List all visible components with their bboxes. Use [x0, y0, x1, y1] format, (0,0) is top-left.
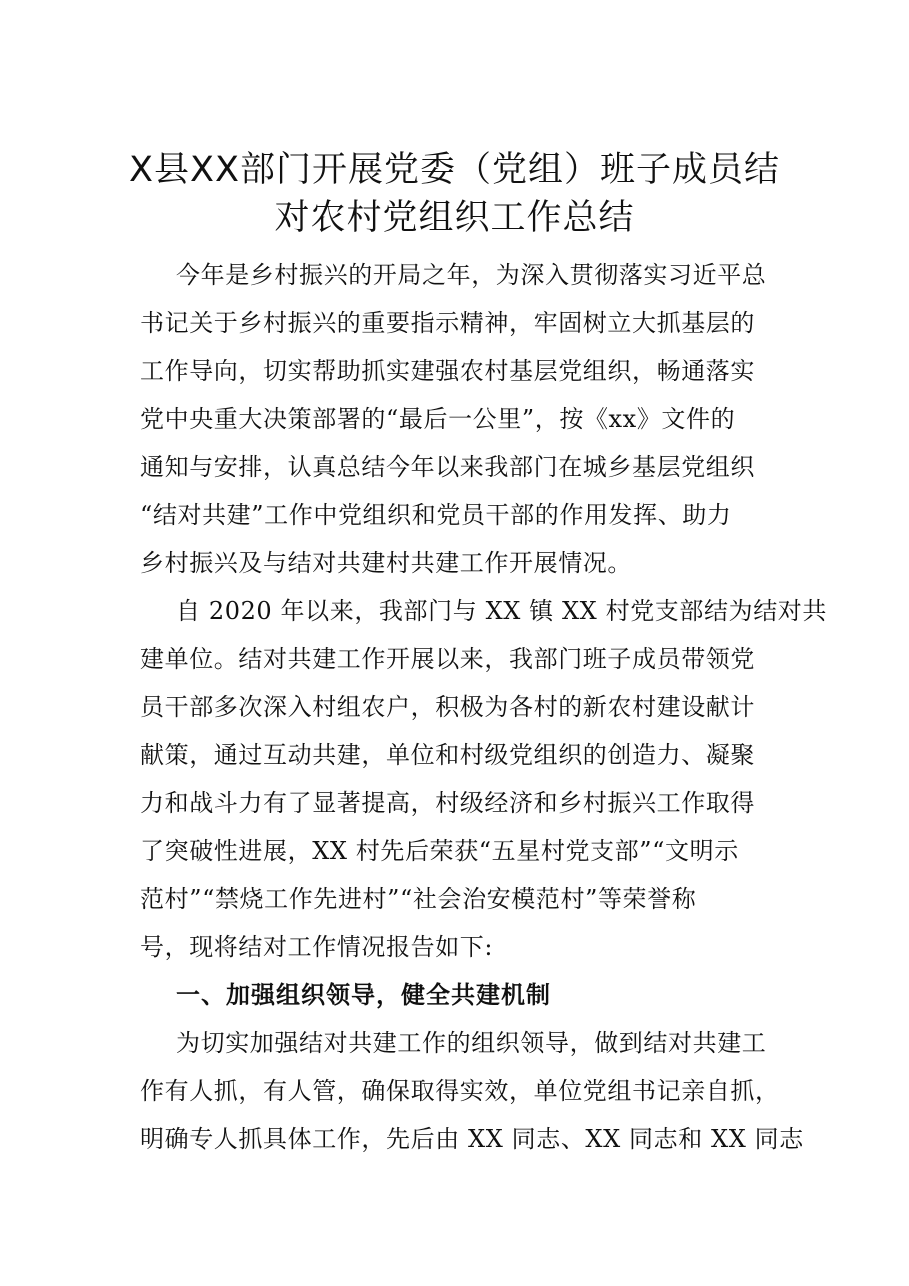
paragraph-1-line: “结对共建”工作中党组织和党员干部的作用发挥、助力 [140, 501, 732, 529]
paragraph-2-line: 号，现将结对工作情况报告如下: [140, 933, 494, 961]
paragraph-1-line: 通知与安排，认真总结今年以来我部门在城乡基层党组织 [140, 453, 755, 481]
paragraph-2-line: 力和战斗力有了显著提高，村级经济和乡村振兴工作取得 [140, 789, 755, 817]
paragraph-3-line: 明确专人抓具体工作，先后由 XX 同志、XX 同志和 XX 同志 [140, 1125, 804, 1153]
paragraph-2-line: 员干部多次深入村组农户，积极为各村的新农村建设献计 [140, 693, 755, 721]
document-title-line-1: X县XX部门开展党委（党组）班子成员结 [129, 150, 780, 190]
paragraph-1-line: 乡村振兴及与结对共建村共建工作开展情况。 [140, 549, 632, 577]
paragraph-1-line: 书记关于乡村振兴的重要指示精神，牢固树立大抓基层的 [140, 309, 755, 337]
paragraph-1-line: 今年是乡村振兴的开局之年，为深入贯彻落实习近平总 [176, 261, 767, 289]
document-title-line-2: 对农村党组织工作总结 [274, 198, 635, 238]
paragraph-2-line: 献策，通过互动共建，单位和村级党组织的创造力、凝聚 [140, 741, 755, 769]
paragraph-2-line: 建单位。结对共建工作开展以来，我部门班子成员带领党 [140, 645, 755, 673]
paragraph-2-line: 范村”“禁烧工作先进村”“社会治安模范村”等荣誉称 [140, 885, 697, 913]
paragraph-3-line: 作有人抓，有人管，确保取得实效，单位党组书记亲自抓， [140, 1077, 780, 1105]
paragraph-1-line: 党中央重大决策部署的“最后一公里”，按《xx》文件的 [140, 405, 736, 433]
paragraph-2-line: 了突破性进展，XX 村先后荣获“五星村党支部”“文明示 [140, 837, 739, 865]
paragraph-3-line: 为切实加强结对共建工作的组织领导，做到结对共建工 [176, 1029, 767, 1057]
section-heading-1: 一、加强组织领导，健全共建机制 [176, 981, 551, 1009]
paragraph-2-line: 自 2020 年以来，我部门与 XX 镇 XX 村党支部结为结对共 [176, 597, 827, 625]
paragraph-1-line: 工作导向，切实帮助抓实建强农村基层党组织，畅通落实 [140, 357, 755, 385]
